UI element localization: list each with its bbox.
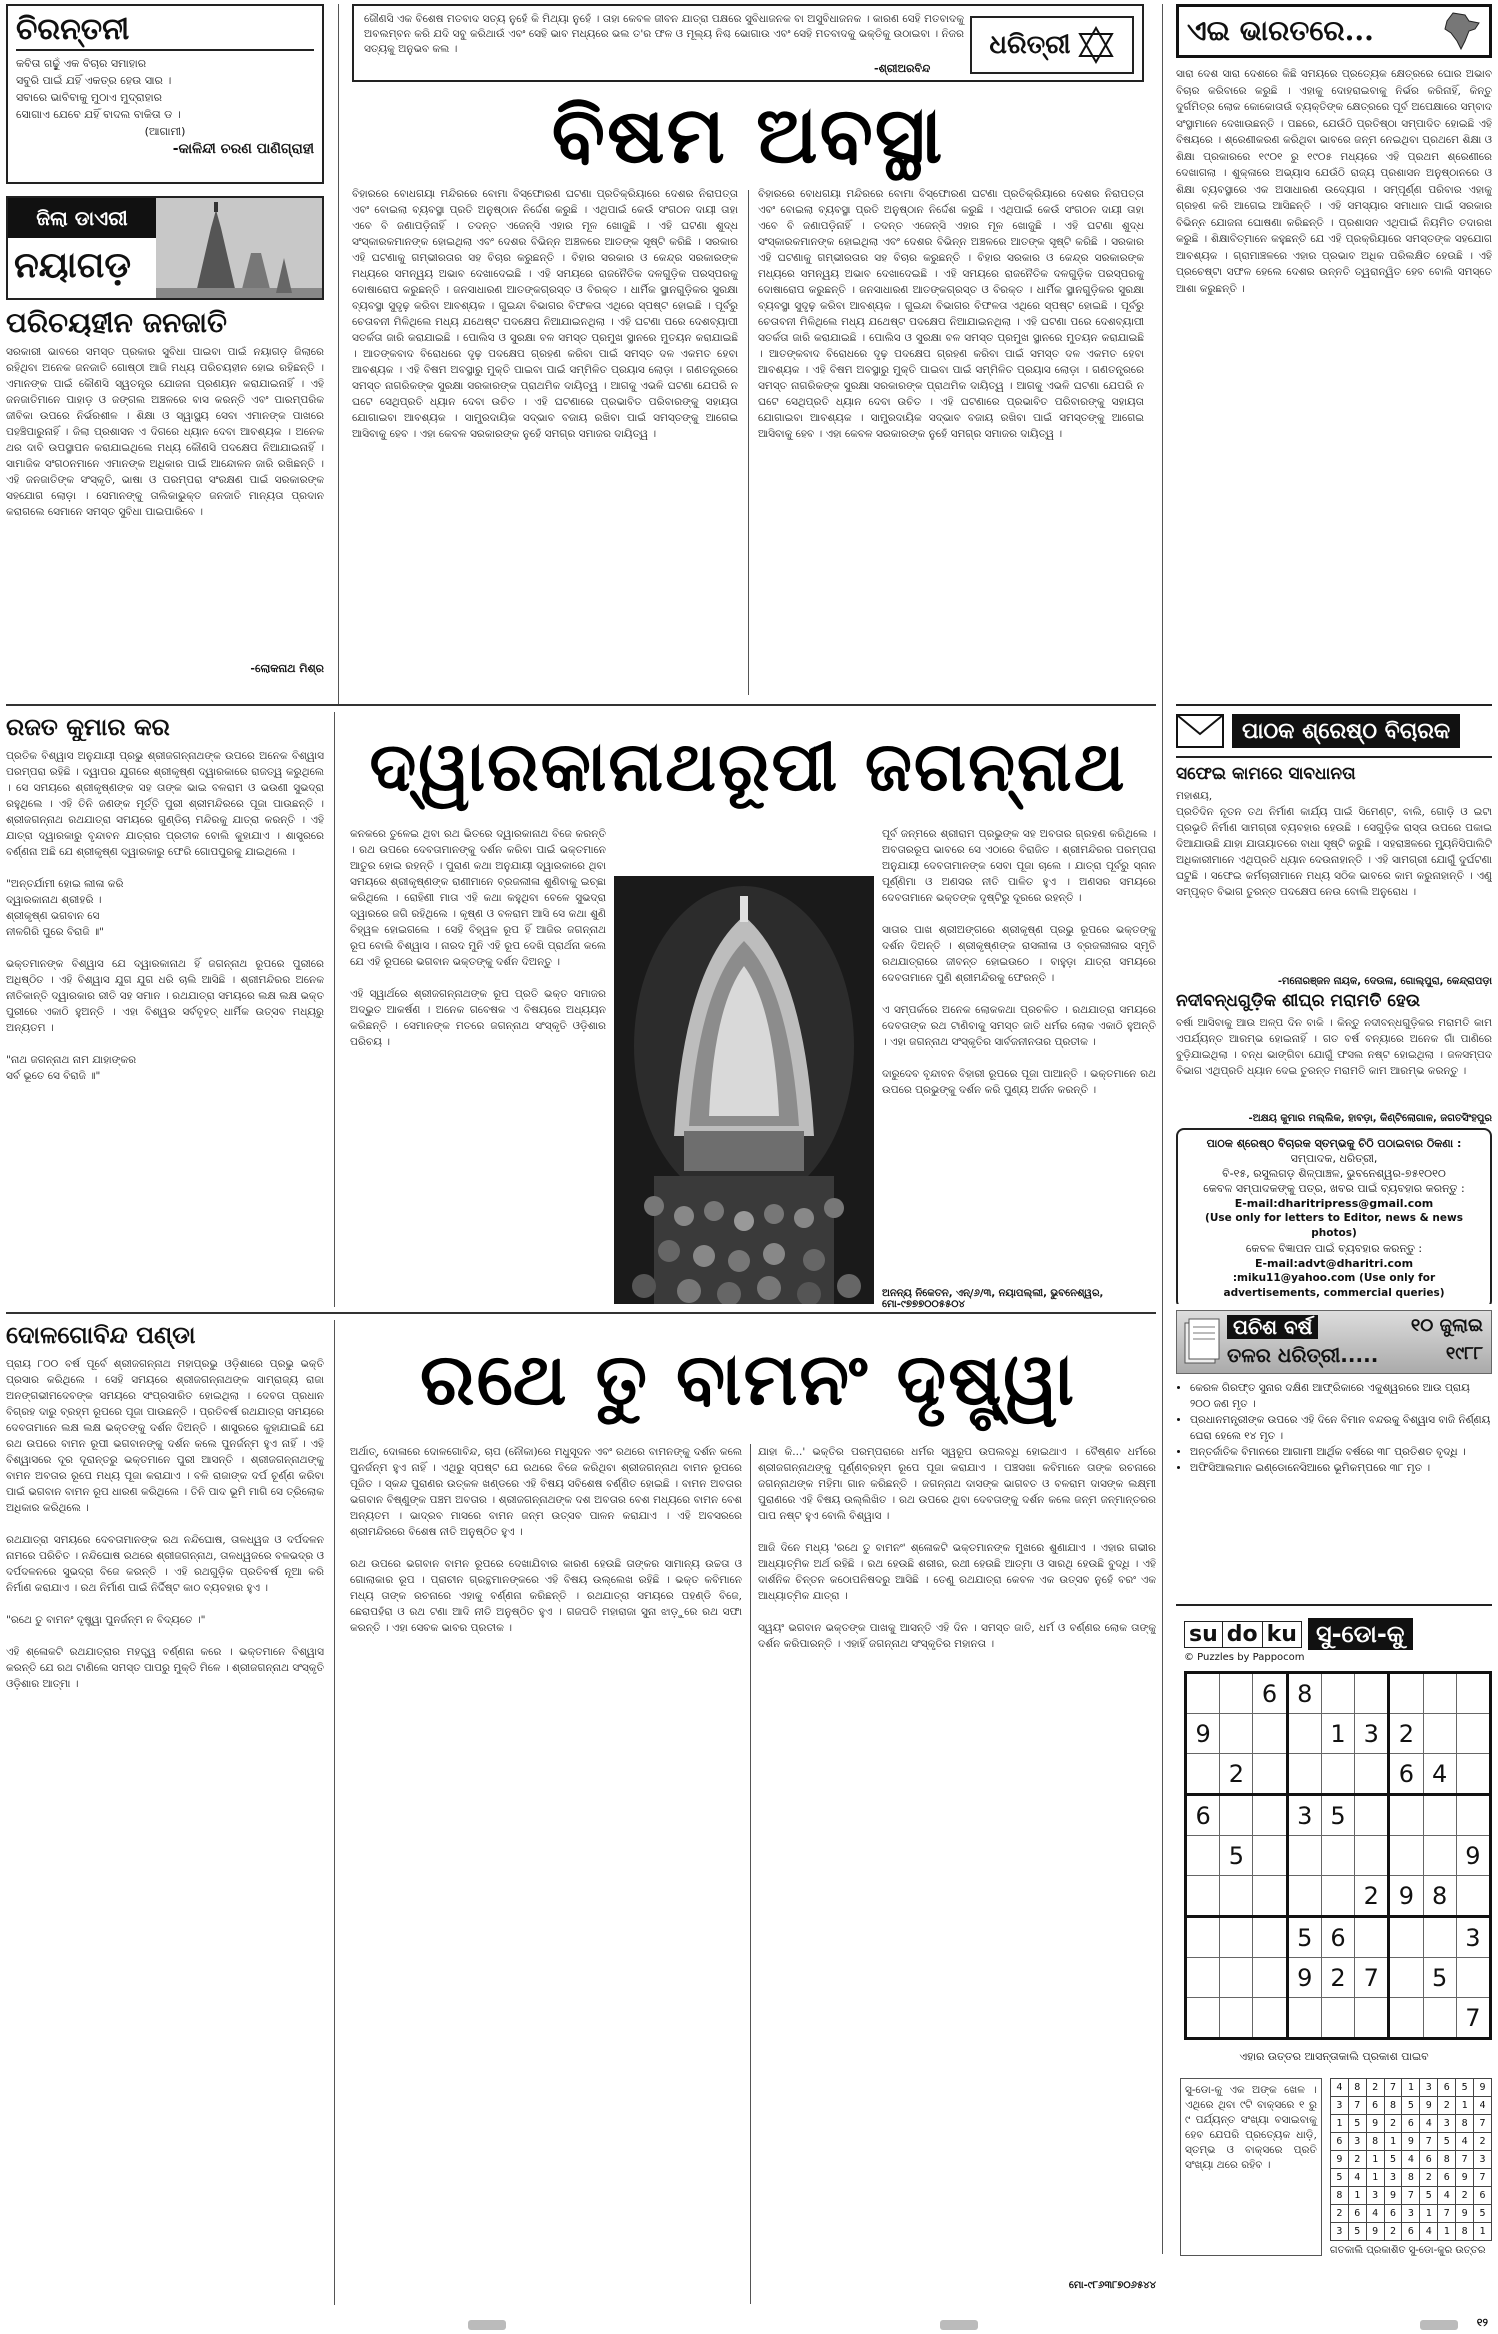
solution-cell: 4 <box>1420 2115 1438 2133</box>
sudoku-cell[interactable] <box>1186 1917 1220 1958</box>
pachisa-item: • ଅଫିସିଆଲମାନ ଇଣ୍ଡୋନେସିଆରେ ଭୂମିକମ୍ପରେ ୩୮ ମୃତ । <box>1190 1460 1492 1476</box>
solution-cell: 5 <box>1474 2205 1492 2223</box>
sudoku-cell[interactable]: 8 <box>1287 1673 1321 1714</box>
solution-cell: 1 <box>1474 2223 1492 2241</box>
sudoku-brand <box>1184 1621 1302 1648</box>
email-advt[interactable]: E-mail:advt@dharitri.com <box>1254 1257 1414 1270</box>
solution-cell: 6 <box>1330 2133 1348 2151</box>
solution-cell: 6 <box>1348 2205 1366 2223</box>
sudoku-cell[interactable]: 6 <box>1186 1795 1220 1836</box>
rajat-text-mid: କନକରେ ତୁଳେଇ ଥିବା ରଥ ଭିତରେ ଦ୍ୱାରକାନାଥ ବିଜେ କରନ୍ତି । ରଥ ଉପରେ ଦେବତାମାନଙ୍କୁ ଦର୍ଶନ କରିବା ପାଇଁ ଭକ୍ତମାନେ ଆତୁର ହୋଇ ରହନ୍ତି । ପୁରାଣ କଥା ଅନୁଯାୟୀ ଦ୍ୱାରକାରେ ଥିବା ସମୟରେ ଶ୍ରୀକୃଷ୍ଣଙ୍କ ରାଣୀମାନେ ବ୍ରଜଲୀଳା ଶୁଣିବାକୁ ଇଚ୍ଛା କରିଥିଲେ । ରୋହିଣୀ ମାତା ଏହି କଥା କହୁଥିବା ବେଳେ ସୁଭଦ୍ରା ଦ୍ୱାରରେ ଜଗି ରହିଥିଲେ । କୃଷ୍ଣ ଓ ବଳରାମ ଆସି ସେ କଥା ଶୁଣି ବିହ୍ୱଳ ହୋଇଗଲେ । ସେହି ବିହ୍ୱଳ ରୂପ ହିଁ ଆଜିର ଜଗନ୍ନାଥ ରୂପ ବୋଲି ବିଶ୍ୱାସ । ନାରଦ ମୁନି ଏହି ରୂପ ଦେଖି ପ୍ରାର୍ଥନା କଲେ ଯେ ଏହି ରୂପରେ ଭଗବାନ ଭକ୍ତଙ୍କୁ ଦର୍ଶନ ଦିଅନ୍ତୁ । ଏହି ସ୍ୱାର୍ଥରେ ଶ୍ରୀଜଗନ୍ନାଥଙ୍କ ରୂପ ପ୍ରତି ଭକ୍ତ ସମାଜର ଅଦ୍ଭୁତ ଆକର୍ଷଣ । ଅନେକ ଗବେଷକ ଏ ବିଷୟରେ ଅଧ୍ୟୟନ କରିଛନ୍ତି । ସେମାନଙ୍କ ମତରେ ଜଗନ୍ନାଥ ସଂସ୍କୃତି ଓଡ଼ିଶାର ପରିଚୟ । <box>350 828 606 1048</box>
solution-cell: 5 <box>1402 2097 1420 2115</box>
solution-cell: 1 <box>1330 2115 1348 2133</box>
solution-cell: 7 <box>1474 2115 1492 2133</box>
top-quote-attribution: -ଶ୍ରୀଅରବିନ୍ଦ <box>874 62 931 75</box>
email-press-note: (Use only for letters to Editor, news & news photos) <box>1205 1212 1463 1239</box>
solution-cell: 9 <box>1330 2151 1348 2169</box>
solution-cell: 7 <box>1384 2079 1402 2097</box>
rajat-author: ରଜତ କୁମାର କର <box>6 712 170 741</box>
pathaka-sub1: ସଫେଇ କାମରେ ସାବଧାନତା <box>1176 764 1356 784</box>
sudoku-cell[interactable] <box>1186 1958 1220 1998</box>
contact-heading: ପାଠକ ଶ୍ରେଷ୍ଠ ବିଚାରକ ସ୍ତମ୍ଭକୁ ଚିଠି ପଠାଇବାର ଠିକଣା : <box>1206 1137 1462 1150</box>
pathaka-sig1: -ମନୋରଞ୍ଜନ ନାୟକ, ଦେଉଳା, ଗୋଲ୍ପୁରା, କେନ୍ଦ୍ରାପଡ଼ା <box>1277 976 1492 987</box>
contact-advt-note: କେବଳ ବିଜ୍ଞାପନ ପାଇଁ ବ୍ୟବହାର କରନ୍ତୁ : <box>1245 1242 1423 1255</box>
solution-cell: 8 <box>1438 2151 1456 2169</box>
sudoku-brand-su: su <box>1185 1622 1223 1647</box>
sudoku-cell[interactable] <box>1389 1673 1423 1714</box>
sudoku-solution-grid <box>1330 2078 1492 2241</box>
solution-cell: 4 <box>1474 2097 1492 2115</box>
sudoku-cell[interactable] <box>1186 1673 1220 1714</box>
parichayahina-author: -ଲୋକନାଥ ମିଶ୍ର <box>250 662 324 675</box>
solution-cell: 8 <box>1330 2187 1348 2205</box>
bishama-text: ବିହାରରେ ବୋଧଗୟା ମନ୍ଦିରରେ ବୋମା ବିସ୍ଫୋରଣ ଘଟଣା ପ୍ରତିକ୍ରିୟାରେ ଦେଶର ନିରାପତ୍ତା ଏବଂ ବୋଇଲା ବ୍ୟବସ୍ଥା ପ୍ରତି ଅନୁଷ୍ଠାନ ନିର୍ଦ୍ଦେଶ କରୁଛି । ଏଥିପାଇଁ କେଉଁ ସଂଗଠନ ଦାୟୀ ତାହା ଏବେ ବି ଜଣାପଡ଼ିନାହିଁ । ତଦନ୍ତ ଏଜେନ୍ସି ଏହାର ମୂଳ ଖୋଜୁଛି । ଏହି ଘଟଣା ଶୁଦ୍ଧ ସଂସ୍କାରକମାନଙ୍କ ହୋଇଥିଲା ଏବଂ ଦେଶର ବିଭିନ୍ନ ଅଞ୍ଚଳରେ ଆତଙ୍କ ସୃଷ୍ଟି କରିଛି । ସରକାର ଏହି ଘଟଣାକୁ ଗମ୍ଭୀରତାର ସହ ବିଚାର କରୁଛନ୍ତି । ବିହାର ସରକାର ଓ କେନ୍ଦ୍ର ସରକାରଙ୍କ ମଧ୍ୟରେ ସମନ୍ୱୟ ଅଭାବ ଦେଖାଦେଇଛି । ଏହି ସମୟରେ ରାଜନୈତିକ ଦଳଗୁଡ଼ିକ ପରସ୍ପରକୁ ଦୋଷାରୋପ କରୁଛନ୍ତି । ଜନସାଧାରଣ ଆତଙ୍କଗ୍ରସ୍ତ ଓ ବିରକ୍ତ । ଧାର୍ମିକ ସ୍ଥାନଗୁଡ଼ିକର ସୁରକ୍ଷା ବ୍ୟବସ୍ଥା ସୁଦୃଢ଼ କରିବା ଆବଶ୍ୟକ । ଗୁଇନ୍ଦା ବିଭାଗର ବିଫଳତା ଏଥିରେ ସ୍ପଷ୍ଟ ହୋଇଛି । ପୂର୍ବରୁ ଚେତାବନୀ ମିଳିଥିଲେ ମଧ୍ୟ ଯଥେଷ୍ଟ ପଦକ୍ଷେପ ନିଆଯାଇନଥିଲା । ଏହି ଘଟଣା ପରେ ଦେଶବ୍ୟାପୀ ସତର୍କତା ଜାରି କରାଯାଇଛି । ପୋଲିସ ଓ ସୁରକ୍ଷା ବଳ ସମସ୍ତ ପ୍ରମୁଖ ସ୍ଥାନରେ ମୁତୟନ କରାଯାଇଛି । ଆତଙ୍କବାଦ ବିରୋଧରେ ଦୃଢ଼ ପଦକ୍ଷେପ ଗ୍ରହଣ କରିବା ପାଇଁ ସମସ୍ତ ଦଳ ଏକମତ ହେବା ଆବଶ୍ୟକ । ଏହି ବିଷମ ଅବସ୍ଥାରୁ ମୁକ୍ତି ପାଇବା ପାଇଁ ସମ୍ମିଳିତ ପ୍ରୟାସ ଲୋଡ଼ା । ଗଣତନ୍ତ୍ରରେ ସମସ୍ତ ନାଗରିକଙ୍କ ସୁରକ୍ଷା ସରକାରଙ୍କ ପ୍ରାଥମିକ ଦାୟିତ୍ୱ । ଆଗକୁ ଏଭଳି ଘଟଣା ଯେପରି ନ ଘଟେ ସେଥିପ୍ରତି ଧ୍ୟାନ ଦେବା ଉଚିତ । ଏହି ଘଟଣାରେ ପ୍ରଭାବିତ ପରିବାରଙ୍କୁ ସହାୟତା ଯୋଗାଇବା ଆବଶ୍ୟକ । ସାମ୍ପ୍ରଦାୟିକ ସଦ୍ଭାବ ବଜାୟ ରଖିବା ପାଇଁ ସମସ୍ତଙ୍କୁ ଆଗେଇ ଆସିବାକୁ ହେବ । ଏହା କେବଳ ସରକାରଙ୍କ ନୁହେଁ ସମଗ୍ର ସମାଜର ଦାୟିତ୍ୱ । <box>352 188 738 440</box>
pachisa-date2: ୧୯୮୮ <box>1445 1343 1483 1364</box>
chirantani-source: (ଆଗାମୀ) <box>144 125 186 138</box>
sudoku-grid[interactable] <box>1184 1671 1492 2040</box>
sudoku-cell[interactable] <box>1287 1836 1321 1876</box>
sudoku-cell[interactable]: 1 <box>1321 1714 1354 1754</box>
top-quote-box <box>352 4 1144 82</box>
solution-cell: 1 <box>1384 2133 1402 2151</box>
sudoku-cell[interactable] <box>1253 1836 1287 1876</box>
solution-cell: 6 <box>1438 2079 1456 2097</box>
sudoku-cell[interactable]: 9 <box>1287 1958 1321 1998</box>
top-quote-text: ଜୌଣସି ଏକ ବିଶେଷ ମତବାଦ ସତ୍ୟ ନୁହେଁ କି ମିଥ୍ୟା ନୁହେଁ । ତାହା କେବଳ ଜୀବନ ଯାତ୍ରା ପକ୍ଷରେ ସୁବିଧାଜନକ ବା ଅସୁବିଧାଜନକ । କାରଣ ସେହି ମତବାଦକୁ ଅବଲମ୍ବନ କରି ଯଦି ସବୁ କରିଥାଉଁ ଏବଂ ସେହି ଭାବ ମଧ୍ୟରେ ଭଲ ତ'ର ଫଳ ଓ ମୂଲ୍ୟ ନିଶ୍ଚ ଭୋଗାଉ ଏବଂ ସେହି ମତବାଦକୁ ଭକ୍ତିକୁ ଉଠାଇବା । ନିଜର ସତ୍ୟକୁ ଅନୁଭବ କଲ । <box>364 13 964 55</box>
sudoku-solution-note: ଗତକାଲି ପ୍ରକାଶିତ ସୁ-ଡୋ-କୁର ଉତ୍ତର <box>1329 2245 1486 2256</box>
parichayahina-text: ସରକାରୀ ଭାବରେ ସମସ୍ତ ପ୍ରକାର ସୁବିଧା ପାଇବା ପାଇଁ ନୟାଗଡ଼ ଜିଲାରେ ରହିଥିବା ଅନେକ ଜନଜାତି ଗୋଷ୍ଠୀ ଆଜି ମଧ୍ୟ ପରିଚୟହୀନ ହୋଇ ରହିଛନ୍ତି । ଏମାନଙ୍କ ପାଇଁ କୌଣସି ସ୍ୱତନ୍ତ୍ର ଯୋଜନା ପ୍ରଣୟନ କରାଯାଇନାହିଁ । ଏହି ଜନଜାତିମାନେ ପାହାଡ଼ ଓ ଜଙ୍ଗଲ ଅଞ୍ଚଳରେ ବାସ କରନ୍ତି ଏବଂ ପାରମ୍ପରିକ ଜୀବିକା ଉପରେ ନିର୍ଭରଶୀଳ । ଶିକ୍ଷା ଓ ସ୍ୱାସ୍ଥ୍ୟ ସେବା ଏମାନଙ୍କ ପାଖରେ ପହଞ୍ଚିପାରୁନାହିଁ । ଜିଲା ପ୍ରଶାସନ ଏ ଦିଗରେ ଧ୍ୟାନ ଦେବା ଆବଶ୍ୟକ । ଅନେକ ଥର ଦାବି ଉପସ୍ଥାପନ କରାଯାଇଥିଲେ ମଧ୍ୟ କୌଣସି ପଦକ୍ଷେପ ନିଆଯାଇନାହିଁ । ସାମାଜିକ ସଂଗଠନମାନେ ଏମାନଙ୍କ ଅଧିକାର ପାଇଁ ଆନ୍ଦୋଳନ ଜାରି ରଖିଛନ୍ତି । ଏହି ଜନଜାତିଙ୍କ ସଂସ୍କୃତି, ଭାଷା ଓ ପରମ୍ପରା ସଂରକ୍ଷଣ ପାଇଁ ସରକାରଙ୍କ ସହଯୋଗ ଲୋଡ଼ା । ସେମାନଙ୍କୁ ତାଲିକାଭୁକ୍ତ ଜନଜାତି ମାନ୍ୟତା ପ୍ରଦାନ କରାଗଲେ ସେମାନେ ସମସ୍ତ ସୁବିଧା ପାଇପାରିବେ । <box>6 346 324 518</box>
sudoku-cell[interactable] <box>1389 1836 1423 1876</box>
sudoku-cell[interactable]: 6 <box>1389 1754 1423 1795</box>
solution-cell: 4 <box>1420 2223 1438 2241</box>
sudoku-cell[interactable] <box>1220 1958 1253 1998</box>
dolagobinda-author: ଦୋଳଗୋବିନ୍ଦ ପଣ୍ଡା <box>6 1320 196 1349</box>
bishama-text-right <box>758 186 1144 698</box>
solution-cell: 8 <box>1402 2169 1420 2187</box>
sudoku-cell[interactable] <box>1220 1714 1253 1754</box>
sudoku-brand-ku: ku <box>1266 1621 1297 1647</box>
sudoku-cell[interactable] <box>1321 1673 1354 1714</box>
pathaka-sub2: ନଦୀବନ୍ଧଗୁଡ଼ିକ ଶୀଘ୍ର ମରାମତି ହେଉ <box>1176 991 1420 1011</box>
sudoku-cell[interactable]: 3 <box>1456 1917 1490 1958</box>
solution-cell: 3 <box>1474 2151 1492 2169</box>
jilla-diary-label: ଜିଲା ଡାଏରୀ <box>8 198 156 238</box>
sudoku-cell[interactable] <box>1253 1958 1287 1998</box>
sudoku-cell[interactable] <box>1389 1958 1423 1998</box>
page-number: ୧୨ <box>1476 2316 1488 2329</box>
pachisa-item: • ପ୍ରଧାନମନ୍ତ୍ରୀଙ୍କ ଉପରେ ଏହି ଦିନେ ବିମାନ ବନ୍ଦରକୁ ବିଶ୍ୱାସ ବାଜି ନିର୍ଣ୍ଣୟ ଘେରା ହେଲେ ୧୪ ମୃତ । <box>1190 1412 1492 1444</box>
sudoku-cell[interactable]: 3 <box>1287 1795 1321 1836</box>
dolagobinda-text-mid: ଅର୍ଥାତ୍, ଦୋଳାରେ ଦୋଳଗୋବିନ୍ଦ, ଚାପ (ନୌକା)ରେ ମଧୁସୂଦନ ଏବଂ ରଥରେ ବାମନଙ୍କୁ ଦର୍ଶନ କଲେ ପୁନର୍ଜନ୍ମ ହୁଏ ନାହିଁ । ଏଥିରୁ ସ୍ପଷ୍ଟ ଯେ ରଥରେ ବିଜେ କରିଥିବା ଶ୍ରୀଜଗନ୍ନାଥ ବାମନ ରୂପରେ ପୂଜିତ । ସ୍କନ୍ଦ ପୁରାଣର ଉତ୍କଳ ଖଣ୍ଡରେ ଏହି ବିଷୟ ସବିଶେଷ ବର୍ଣ୍ଣିତ ହୋଇଛି । ବାମନ ଅବତାର ଭଗବାନ ବିଷ୍ଣୁଙ୍କ ପଞ୍ଚମ ଅବତାର । ଶ୍ରୀଜଗନ୍ନାଥଙ୍କ ଦଶ ଅବତାର ବେଶ ମଧ୍ୟରେ ବାମନ ବେଶ ଅନ୍ୟତମ । ଭାଦ୍ରବ ମାସରେ ବାମନ ଜନ୍ମ ଉତ୍ସବ ପାଳନ କରାଯାଏ । ଏହି ଅବସରରେ ଶ୍ରୀମନ୍ଦିରରେ ବିଶେଷ ନୀତି ଅନୁଷ୍ଠିତ ହୁଏ । ରଥ ଉପରେ ଭଗବାନ ବାମନ ରୂପରେ ଦେଖାଯିବାର କାରଣ ହେଉଛି ତାଙ୍କର ସାମାନ୍ୟ ଉଚ୍ଚତା ଓ ଗୋଲାକାର ରୂପ । ପ୍ରାଚୀନ ଗ୍ରନ୍ଥମାନଙ୍କରେ ଏହି ବିଷୟ ଉଲ୍ଲେଖ ରହିଛି । ଭକ୍ତ କବିମାନେ ମଧ୍ୟ ତାଙ୍କ ରଚନାରେ ଏହାକୁ ବର୍ଣ୍ଣନା କରିଛନ୍ତି । ରଥଯାତ୍ରା ସମୟରେ ପହଣ୍ଡି ବିଜେ, ଛେରାପହଁରା ଓ ରଥ ଟଣା ଆଦି ନୀତି ଅନୁଷ୍ଠିତ ହୁଏ । ଗଜପତି ମହାରାଜା ସୁନା ଝାଡ଼ୁରେ ରଥ ସଫା କରନ୍ତି । ଏହା ସେବକ ଭାବର ପ୍ରତୀକ । <box>350 1446 742 1634</box>
solution-cell: 6 <box>1402 2223 1420 2241</box>
solution-cell: 2 <box>1384 2115 1402 2133</box>
dolagobinda-text-left: ପ୍ରାୟ ୮୦୦ ବର୍ଷ ପୂର୍ବେ ଶ୍ରୀଜଗନ୍ନାଥ ମହାପ୍ରଭୁ ଓଡ଼ିଶାରେ ପ୍ରଭୁ ଭକ୍ତି ପ୍ରସାର କରିଥିଲେ । ସେହି ସମୟରେ ଶ୍ରୀଜଗନ୍ନାଥଙ୍କ ସାମ୍ରାଜ୍ୟ ରାଜା ଅନଙ୍ଗଭୀମଦେବଙ୍କ ସମୟରେ ସଂପ୍ରସାରିତ ହୋଇଥିଲା । ଦେବତା ପ୍ରଧାନ ବିଗ୍ରହ ଦାରୁ ବ୍ରହ୍ମ ରୂପରେ ପୂଜା ପାଉଛନ୍ତି । ପ୍ରତିବର୍ଷ ରଥଯାତ୍ରା ସମୟରେ ଦେବତାମାନେ ଲକ୍ଷ ଲକ୍ଷ ଭକ୍ତଙ୍କୁ ଦର୍ଶନ ଦିଅନ୍ତି । ଶାସ୍ତ୍ରରେ କୁହାଯାଇଛି ଯେ ରଥ ଉପରେ ବାମନ ରୂପୀ ଭଗବାନଙ୍କୁ ଦର୍ଶନ କଲେ ପୁନର୍ଜନ୍ମ ହୁଏ ନାହିଁ । ଏହି ବିଶ୍ୱାସରେ ଦୂର ଦୂରାନ୍ତରୁ ଭକ୍ତମାନେ ପୁରୀ ଆସନ୍ତି । ଶ୍ରୀଜଗନ୍ନାଥଙ୍କୁ ବାମନ ଅବତାର ରୂପେ ମଧ୍ୟ ପୂଜା କରାଯାଏ । ବଳି ରାଜାଙ୍କ ଦର୍ପ ଚୂର୍ଣ୍ଣ କରିବା ପାଇଁ ଭଗବାନ ବାମନ ରୂପ ଧାରଣ କରିଥିଲେ । ତିନି ପାଦ ଭୂମି ମାଗି ସେ ତ୍ରିଲୋକ ଅଧିକାର କରିଥିଲେ । ରଥଯାତ୍ରା ସମୟରେ ଦେବତାମାନଙ୍କ ରଥ ନନ୍ଦିଘୋଷ, ତାଳଧ୍ୱଜ ଓ ଦର୍ପଦଳନ ନାମରେ ପରିଚିତ । ନନ୍ଦିଘୋଷ ରଥରେ ଶ୍ରୀଜଗନ୍ନାଥ, ତାଳଧ୍ୱଜରେ ବଳଭଦ୍ର ଓ ଦର୍ପଦଳନରେ ସୁଭଦ୍ରା ବିଜେ କରନ୍ତି । ଏହି ରଥଗୁଡ଼ିକ ପ୍ରତିବର୍ଷ ନୂଆ କରି ନିର୍ମାଣ କରାଯାଏ । ରଥ ନିର୍ମାଣ ପାଇଁ ନିର୍ଦ୍ଦିଷ୍ଟ କାଠ ବ୍ୟବହାର ହୁଏ । "ରଥେ ତୁ ବାମନଂ ଦୃଷ୍ଟ୍ୱା ପୁନର୍ଜନ୍ମ ନ ବିଦ୍ୟତେ ।" ଏହି ଶ୍ଳୋକଟି ରଥଯାତ୍ରାର ମହତ୍ତ୍ୱ ବର୍ଣ୍ଣନା କରେ । ଭକ୍ତମାନେ ବିଶ୍ୱାସ କରନ୍ତି ଯେ ରଥ ଟାଣିଲେ ସମସ୍ତ ପାପରୁ ମୁକ୍ତି ମିଳେ । ଶ୍ରୀଜଗନ୍ନାଥ ସଂସ୍କୃତି ଓଡ଼ିଶାର ଆତ୍ମା । <box>6 1358 324 1690</box>
solution-cell: 1 <box>1438 2223 1456 2241</box>
bishama-text-continued: ବିହାରରେ ବୋଧଗୟା ମନ୍ଦିରରେ ବୋମା ବିସ୍ଫୋରଣ ଘଟଣା ପ୍ରତିକ୍ରିୟାରେ ଦେଶର ନିରାପତ୍ତା ଏବଂ ବୋଇଲା ବ୍ୟବସ୍ଥା ପ୍ରତି ଅନୁଷ୍ଠାନ ନିର୍ଦ୍ଦେଶ କରୁଛି । ଏଥିପାଇଁ କେଉଁ ସଂଗଠନ ଦାୟୀ ତାହା ଏବେ ବି ଜଣାପଡ଼ିନାହିଁ । ତଦନ୍ତ ଏଜେନ୍ସି ଏହାର ମୂଳ ଖୋଜୁଛି । ଏହି ଘଟଣା ଶୁଦ୍ଧ ସଂସ୍କାରକମାନଙ୍କ ହୋଇଥିଲା ଏବଂ ଦେଶର ବିଭିନ୍ନ ଅଞ୍ଚଳରେ ଆତଙ୍କ ସୃଷ୍ଟି କରିଛି । ସରକାର ଏହି ଘଟଣାକୁ ଗମ୍ଭୀରତାର ସହ ବିଚାର କରୁଛନ୍ତି । ବିହାର ସରକାର ଓ କେନ୍ଦ୍ର ସରକାରଙ୍କ ମଧ୍ୟରେ ସମନ୍ୱୟ ଅଭାବ ଦେଖାଦେଇଛି । ଏହି ସମୟରେ ରାଜନୈତିକ ଦଳଗୁଡ଼ିକ ପରସ୍ପରକୁ ଦୋଷାରୋପ କରୁଛନ୍ତି । ଜନସାଧାରଣ ଆତଙ୍କଗ୍ରସ୍ତ ଓ ବିରକ୍ତ । ଧାର୍ମିକ ସ୍ଥାନଗୁଡ଼ିକର ସୁରକ୍ଷା ବ୍ୟବସ୍ଥା ସୁଦୃଢ଼ କରିବା ଆବଶ୍ୟକ । ଗୁଇନ୍ଦା ବିଭାଗର ବିଫଳତା ଏଥିରେ ସ୍ପଷ୍ଟ ହୋଇଛି । ପୂର୍ବରୁ ଚେତାବନୀ ମିଳିଥିଲେ ମଧ୍ୟ ଯଥେଷ୍ଟ ପଦକ୍ଷେପ ନିଆଯାଇନଥିଲା । ଏହି ଘଟଣା ପରେ ଦେଶବ୍ୟାପୀ ସତର୍କତା ଜାରି କରାଯାଇଛି । ପୋଲିସ ଓ ସୁରକ୍ଷା ବଳ ସମସ୍ତ ପ୍ରମୁଖ ସ୍ଥାନରେ ମୁତୟନ କରାଯାଇଛି । ଆତଙ୍କବାଦ ବିରୋଧରେ ଦୃଢ଼ ପଦକ୍ଷେପ ଗ୍ରହଣ କରିବା ପାଇଁ ସମସ୍ତ ଦଳ ଏକମତ ହେବା ଆବଶ୍ୟକ । ଏହି ବିଷମ ଅବସ୍ଥାରୁ ମୁକ୍ତି ପାଇବା ପାଇଁ ସମ୍ମିଳିତ ପ୍ରୟାସ ଲୋଡ଼ା । ଗଣତନ୍ତ୍ରରେ ସମସ୍ତ ନାଗରିକଙ୍କ ସୁରକ୍ଷା ସରକାରଙ୍କ ପ୍ରାଥମିକ ଦାୟିତ୍ୱ । ଆଗକୁ ଏଭଳି ଘଟଣା ଯେପରି ନ ଘଟେ ସେଥିପ୍ରତି ଧ୍ୟାନ ଦେବା ଉଚିତ । ଏହି ଘଟଣାରେ ପ୍ରଭାବିତ ପରିବାରଙ୍କୁ ସହାୟତା ଯୋଗାଇବା ଆବଶ୍ୟକ । ସାମ୍ପ୍ରଦାୟିକ ସଦ୍ଭାବ ବଜାୟ ରଖିବା ପାଇଁ ସମସ୍ତଙ୍କୁ ଆଗେଇ ଆସିବାକୁ ହେବ । ଏହା କେବଳ ସରକାରଙ୍କ ନୁହେଁ ସମଗ୍ର ସମାଜର ଦାୟିତ୍ୱ । <box>758 188 1144 440</box>
sudoku-cell[interactable] <box>1355 1754 1389 1795</box>
sudoku-cell[interactable] <box>1321 1754 1354 1795</box>
pathaka-contact-box <box>1176 1128 1492 1304</box>
solution-cell: 9 <box>1384 2187 1402 2205</box>
parichayahina-title: ପରିଚୟହୀନ ଜନଜାତି <box>6 306 227 339</box>
solution-cell: 8 <box>1366 2133 1384 2151</box>
solution-cell: 8 <box>1456 2115 1474 2133</box>
solution-cell: 3 <box>1366 2187 1384 2205</box>
solution-cell: 2 <box>1438 2097 1456 2115</box>
sudoku-cell[interactable] <box>1321 1836 1354 1876</box>
sudoku-cell[interactable]: 6 <box>1253 1673 1287 1714</box>
solution-cell: 7 <box>1456 2151 1474 2169</box>
sudoku-cell[interactable] <box>1287 1998 1321 2039</box>
solution-cell: 3 <box>1384 2169 1402 2187</box>
sudoku-cell[interactable]: 5 <box>1321 1795 1354 1836</box>
solution-cell: 4 <box>1456 2133 1474 2151</box>
sudoku-brand-odia: ସୁ-ଡୋ-କୁ <box>1308 1618 1413 1650</box>
sudoku-cell[interactable] <box>1287 1876 1321 1917</box>
email-press[interactable]: E-mail:dharitripress@gmail.com <box>1234 1197 1434 1210</box>
pachisa-line2: ତଳର ଧରିତ୍ରୀ..... <box>1227 1343 1379 1367</box>
chirantani-box <box>6 4 324 184</box>
solution-cell: 8 <box>1384 2097 1402 2115</box>
solution-cell: 3 <box>1348 2133 1366 2151</box>
solution-cell: 9 <box>1474 2079 1492 2097</box>
solution-cell: 8 <box>1348 2079 1366 2097</box>
sudoku-cell[interactable] <box>1220 1998 1253 2039</box>
e-bharat-section <box>1176 4 1492 694</box>
sudoku-cell[interactable] <box>1355 1998 1389 2039</box>
sudoku-cell[interactable] <box>1456 1958 1490 1998</box>
sudoku-cell[interactable]: 9 <box>1389 1876 1423 1917</box>
sudoku-cell[interactable]: 8 <box>1423 1876 1456 1917</box>
bishama-text-left <box>352 186 738 698</box>
sudoku-cell[interactable]: 3 <box>1355 1714 1389 1754</box>
dolagobinda-text-right: ଯାହା କି...' ଭକ୍ତିର ପରମ୍ପରାରେ ଧର୍ମର ସ୍ୱରୂପ ଉପଲବ୍ଧି ହୋଇଥାଏ । ବୈଷ୍ଣବ ଧର୍ମରେ ଶ୍ରୀଜଗନ୍ନାଥଙ୍କୁ ପୂର୍ଣ୍ଣବ୍ରହ୍ମ ରୂପେ ପୂଜା କରାଯାଏ । ପଞ୍ଚସଖା କବିମାନେ ତାଙ୍କ ରଚନାରେ ଜଗନ୍ନାଥଙ୍କ ମହିମା ଗାନ କରିଛନ୍ତି । ଜଗନ୍ନାଥ ଦାସଙ୍କ ଭାଗବତ ଓ ବଳରାମ ଦାସଙ୍କ ଲକ୍ଷ୍ମୀ ପୁରାଣରେ ଏହି ବିଷୟ ଉଲ୍ଲିଖିତ । ରଥ ଉପରେ ଥିବା ଦେବତାଙ୍କୁ ଦର୍ଶନ କଲେ ଜନ୍ମ ଜନ୍ମାନ୍ତରର ପାପ ନଷ୍ଟ ହୁଏ ବୋଲି ବିଶ୍ୱାସ । ଆଜି ଦିନେ ମଧ୍ୟ 'ରଥେ ତୁ ବାମନଂ' ଶ୍ଳୋକଟି ଭକ୍ତମାନଙ୍କ ମୁଖରେ ଶୁଣାଯାଏ । ଏହାର ଗଭୀର ଆଧ୍ୟାତ୍ମିକ ଅର୍ଥ ରହିଛି । ରଥ ହେଉଛି ଶରୀର, ରଥୀ ହେଉଛି ଆତ୍ମା ଓ ସାରଥି ହେଉଛି ବୁଦ୍ଧି । ଏହି ଦାର୍ଶନିକ ଚିନ୍ତନ କଠୋପନିଷଦରୁ ଆସିଛି । ତେଣୁ ରଥଯାତ୍ରା କେବଳ ଏକ ଉତ୍ସବ ନୁହେଁ ବରଂ ଏକ ଆଧ୍ୟାତ୍ମିକ ଯାତ୍ରା । ସ୍ୱୟଂ ଭଗବାନ ଭକ୍ତଙ୍କ ପାଖକୁ ଆସନ୍ତି ଏହି ଦିନ । ସମସ୍ତ ଜାତି, ଧର୍ମ ଓ ବର୍ଣ୍ଣର ଲୋକ ତାଙ୍କୁ ଦର୍ଶନ କରିପାରନ୍ତି । ଏହାହିଁ ଜଗନ୍ନାଥ ସଂସ୍କୃତିର ମହାନତା । <box>758 1446 1156 1650</box>
solution-cell: 2 <box>1474 2133 1492 2151</box>
sudoku-cell[interactable]: 7 <box>1456 1998 1490 2039</box>
sudoku-cell[interactable]: 2 <box>1355 1876 1389 1917</box>
rajat-text-right: ପୂର୍ବ ଜନ୍ମରେ ଶ୍ରୀରାମ ପ୍ରଭୁଙ୍କ ସହ ଅବତାର ଗ୍ରହଣ କରିଥିଲେ । ଅବତାରରୂପ ଭାବରେ ସେ ଏଠାରେ ବିରାଜିତ । ଶ୍ରୀମନ୍ଦିରର ପରମ୍ପରା ଅନୁଯାୟୀ ଦେବତାମାନଙ୍କ ସେବା ପୂଜା ଚାଲେ । ଯାତ୍ରା ପୂର୍ବରୁ ସ୍ନାନ ପୂର୍ଣ୍ଣିମା ଓ ଅଣସର ନୀତି ପାଳିତ ହୁଏ । ଅଣସର ସମୟରେ ଦେବତାମାନେ ଭକ୍ତଙ୍କ ଦୃଷ୍ଟିରୁ ଦୂରରେ ରହନ୍ତି । ସାତାର ପାଖ ଶ୍ରୀଅଙ୍ଗରେ ଶ୍ରୀକୃଷ୍ଣ ପ୍ରଭୁ ରୂପରେ ଭକ୍ତଙ୍କୁ ଦର୍ଶନ ଦିଅନ୍ତି । ଶ୍ରୀକୃଷ୍ଣଙ୍କ ରାସଲୀଳା ଓ ବ୍ରଜଲୀଳାର ସ୍ମୃତି ରଥଯାତ୍ରାରେ ଜୀବନ୍ତ ହୋଇଉଠେ । ବାହୁଡ଼ା ଯାତ୍ରା ସମୟରେ ଦେବତାମାନେ ପୁଣି ଶ୍ରୀମନ୍ଦିରକୁ ଫେରନ୍ତି । ଏ ସମ୍ପର୍କରେ ଅନେକ ଲୋକକଥା ପ୍ରଚଳିତ । ରଥଯାତ୍ରା ସମୟରେ ଦେବତାଙ୍କ ରଥ ଟାଣିବାକୁ ସମସ୍ତ ଜାତି ଧର୍ମର ଲୋକ ଏକାଠି ହୁଅନ୍ତି । ଏହା ଜଗନ୍ନାଥ ସଂସ୍କୃତିର ସାର୍ବଜନୀନତାର ପ୍ରତୀକ । ଦାରୁଦେବ ବୃନ୍ଦାବନ ବିହାରୀ ରୂପରେ ପୂଜା ପାଆନ୍ତି । ଭକ୍ତମାନେ ରଥ ଉପରେ ପ୍ରଭୁଙ୍କୁ ଦର୍ଶନ କରି ପୁଣ୍ୟ ଅର୍ଜନ କରନ୍ତି । <box>882 828 1156 1096</box>
sudoku-cell[interactable]: 5 <box>1423 1958 1456 1998</box>
pathaka-section <box>1176 704 1492 1304</box>
solution-cell: 1 <box>1420 2205 1438 2223</box>
star-emblem-icon <box>1077 26 1115 64</box>
solution-cell: 6 <box>1474 2187 1492 2205</box>
sudoku-cell[interactable] <box>1253 1876 1287 1917</box>
temple-photo <box>156 198 322 298</box>
rath-photo <box>614 876 874 1304</box>
sudoku-credit: © Puzzles by Pappocom <box>1184 1652 1305 1663</box>
solution-cell: 5 <box>1438 2133 1456 2151</box>
jilla-diary-banner <box>6 196 324 300</box>
sudoku-cell[interactable] <box>1456 1795 1490 1836</box>
solution-cell: 6 <box>1402 2115 1420 2133</box>
sudoku-cell[interactable]: 4 <box>1423 1754 1456 1795</box>
sudoku-cell[interactable] <box>1321 1876 1354 1917</box>
solution-cell: 1 <box>1366 2151 1384 2169</box>
sudoku-cell[interactable]: 2 <box>1389 1714 1423 1754</box>
contact-editor: ସମ୍ପାଦକ, ଧରିତ୍ରୀ, <box>1290 1152 1378 1165</box>
sudoku-cell[interactable] <box>1186 1754 1220 1795</box>
solution-cell: 9 <box>1366 2115 1384 2133</box>
sudoku-cell[interactable] <box>1321 1998 1354 2039</box>
chirantani-title: ଚିରନ୍ତନୀ <box>16 12 314 51</box>
solution-cell: 4 <box>1366 2205 1384 2223</box>
sudoku-cell[interactable] <box>1287 1714 1321 1754</box>
email-yahoo[interactable]: :miku11@yahoo.com (Use only for advertisements, commercial queries) <box>1223 1272 1445 1299</box>
sudoku-cell[interactable] <box>1423 1673 1456 1714</box>
envelope-icon <box>1176 714 1224 748</box>
sudoku-header <box>1184 1618 1492 1650</box>
sudoku-cell[interactable]: 5 <box>1220 1836 1253 1876</box>
solution-cell: 2 <box>1456 2187 1474 2205</box>
solution-cell: 5 <box>1456 2079 1474 2097</box>
pachisa-item: • ଅନ୍ତର୍ଜାତିକ ବିମାନରେ ଆଗାମୀ ଆର୍ଥିକ ବର୍ଷରେ ୩୮ ପ୍ରତିଶତ ବୃଦ୍ଧି । <box>1190 1444 1492 1460</box>
pathaka-title: ପାଠକ ଶ୍ରେଷ୍ଠ ବିଚାରକ <box>1232 714 1460 748</box>
solution-cell: 7 <box>1438 2205 1456 2223</box>
solution-cell: 7 <box>1420 2133 1438 2151</box>
sudoku-cell[interactable] <box>1253 1917 1287 1958</box>
sudoku-cell[interactable] <box>1389 1795 1423 1836</box>
solution-cell: 6 <box>1420 2151 1438 2169</box>
sudoku-cell[interactable] <box>1220 1876 1253 1917</box>
rajat-text-left: ପ୍ରତିକ ବିଶ୍ୱାସ ଅନୁଯାୟୀ ପ୍ରଭୁ ଶ୍ରୀଜଗନ୍ନାଥଙ୍କ ଉପରେ ଅନେକ ବିଶ୍ୱାସ ପରମ୍ପରା ରହିଛି । ଦ୍ୱାପର ଯୁଗରେ ଶ୍ରୀକୃଷ୍ଣ ଦ୍ୱାରକାରେ ରାଜତ୍ୱ କରୁଥିଲେ । ସେ ସମୟରେ ଶ୍ରୀକୃଷ୍ଣଙ୍କ ସହ ତାଙ୍କ ଭାଇ ବଳରାମ ଓ ଭଉଣୀ ସୁଭଦ୍ରା ରହୁଥିଲେ । ଏହି ତିନି ଜଣଙ୍କ ମୂର୍ତ୍ତି ପୁରୀ ଶ୍ରୀମନ୍ଦିରରେ ପୂଜା ପାଉଛନ୍ତି । ଶ୍ରୀଜଗନ୍ନାଥ ରଥଯାତ୍ରା ସମୟରେ ଗୁଣ୍ଡିଚା ମନ୍ଦିରକୁ ଯାତ୍ରା କରନ୍ତି । ଏହି ଯାତ୍ରା ଦ୍ୱାରକାରୁ ବୃନ୍ଦାବନ ଯାତ୍ରାର ପ୍ରତୀକ ବୋଲି କୁହାଯାଏ । ଶାସ୍ତ୍ରରେ ବର୍ଣ୍ଣନା ଅଛି ଯେ ଶ୍ରୀକୃଷ୍ଣ ଦ୍ୱାରକାରୁ ଫେରି ଗୋପପୁରକୁ ଯାଇଥିଲେ । "ଅନ୍ତର୍ଯାମୀ ହୋଇ ଲୀଳା କରି ଦ୍ୱାରକାନାଥ ଶ୍ରୀହରି । ଶ୍ରୀକୃଷ୍ଣ ଭଗବାନ ସେ ନୀଳଗିରି ପୁରେ ବିରାଜି ॥" ଭକ୍ତମାନଙ୍କ ବିଶ୍ୱାସ ଯେ ଦ୍ୱାରକାନାଥ ହିଁ ଜଗନ୍ନାଥ ରୂପରେ ପୁରୀରେ ଅଧିଷ୍ଠିତ । ଏହି ବିଶ୍ୱାସ ଯୁଗ ଯୁଗ ଧରି ଚାଲି ଆସିଛି । ଶ୍ରୀମନ୍ଦିରର ଅନେକ ନୀତିକାନ୍ତି ଦ୍ୱାରକାର ରୀତି ସହ ସମାନ । ରଥଯାତ୍ରା ସମୟରେ ଲକ୍ଷ ଲକ୍ଷ ଭକ୍ତ ପୁରୀରେ ଏକାଠି ହୁଅନ୍ତି । ଏହା ବିଶ୍ୱର ସର୍ବବୃହତ୍ ଧାର୍ମିକ ଉତ୍ସବ ମଧ୍ୟରୁ ଅନ୍ୟତମ । "ନାଥ ଜଗନ୍ନାଥ ନାମ ଯାହାଙ୍କର ସର୍ବ ଭୂତେ ସେ ବିରାଜି ॥" <box>6 750 324 1082</box>
jilla-diary-district: ନୟାଗଡ଼ <box>14 244 132 286</box>
solution-cell: 9 <box>1420 2097 1438 2115</box>
sudoku-cell[interactable] <box>1253 1754 1287 1795</box>
solution-cell: 3 <box>1402 2205 1420 2223</box>
chirantani-poem: କବିତା ଗଢ଼ୁଁ ଏକ ବିଚାର ସମାହାର ସବୁରି ପାଇଁ ଯହିଁ ଏକତ୍ର ହେଉ ସାର । ସବାରେ ଭାବିବାକୁ ମୁଠାଏ ମୁଦ୍ରାହାର ସୋଗାଏ ଯେବେ ଯହିଁ ବାଦଲ ବାକିତା ଡ । <box>16 57 181 121</box>
solution-cell: 8 <box>1456 2223 1474 2241</box>
pathaka-text2: ବର୍ଷା ଆସିବାକୁ ଆଉ ଅଳ୍ପ ଦିନ ବାକି । କିନ୍ତୁ ନଦୀବନ୍ଧଗୁଡ଼ିକର ମରାମତି କାମ ଏପର୍ଯ୍ୟନ୍ତ ଆରମ୍ଭ ହୋଇନାହିଁ । ଗତ ବର୍ଷ ବନ୍ୟାରେ ଅନେକ ଗାଁ ପାଣିରେ ବୁଡ଼ିଯାଇଥିଲା । ବନ୍ଧ ଭାଙ୍ଗିବା ଯୋଗୁଁ ଫସଲ ନଷ୍ଟ ହୋଇଥିଲା । ଜଳସମ୍ପଦ ବିଭାଗ ଏଥିପ୍ରତି ଧ୍ୟାନ ଦେଇ ତୁରନ୍ତ ମରାମତି କାମ ଆରମ୍ଭ କରନ୍ତୁ । <box>1176 1017 1492 1077</box>
sudoku-cell[interactable] <box>1253 1714 1287 1754</box>
sudoku-cell[interactable]: 9 <box>1186 1714 1220 1754</box>
solution-cell: 6 <box>1438 2169 1456 2187</box>
dolagobinda-signature: ମୋ-୯୮୬୩୮୭୦୬୫୪୪ <box>1068 2280 1156 2291</box>
sudoku-cell[interactable] <box>1355 1836 1389 1876</box>
sudoku-cell[interactable] <box>1355 1673 1389 1714</box>
sudoku-section <box>1176 1604 1492 2304</box>
e-bharat-header <box>1176 4 1492 58</box>
sudoku-cell[interactable] <box>1355 1795 1389 1836</box>
solution-cell: 2 <box>1366 2079 1384 2097</box>
solution-cell: 4 <box>1402 2151 1420 2169</box>
pachisa-date1: ୧୦ ଜୁଲାଇ <box>1410 1315 1483 1336</box>
sudoku-cell[interactable]: 5 <box>1287 1917 1321 1958</box>
sudoku-cell[interactable]: 6 <box>1321 1917 1354 1958</box>
pathaka-text1: ମହାଶୟ, ପ୍ରତିଦିନ ନୂତନ ତଥ ନିର୍ମାଣ କାର୍ଯ୍ୟ ପାଇଁ ସିମେଣ୍ଟ, ବାଲି, ଗୋଡ଼ି ଓ ଇଟା ପ୍ରଭୃତି ନିର୍ମାଣ ସାମଗ୍ରୀ ବ୍ୟବହାର ହେଉଛି । ସେଗୁଡ଼ିକ ରାସ୍ତା ଉପରେ ପକାଇ ଦିଆଯାଉଛି ଯାହା ଯାତାୟାତରେ ବାଧା ସୃଷ୍ଟି କରୁଛି । ସହରାଞ୍ଚଳରେ ମ୍ୟୁନିସିପାଲିଟି ଅଧିକାରୀମାନେ ଏଥିପ୍ରତି ଧ୍ୟାନ ଦେଉନାହାନ୍ତି । ଏହି ସାମଗ୍ରୀ ଯୋଗୁଁ ଦୁର୍ଘଟଣା ଘଟୁଛି । ସଫେଇ କର୍ମଚାରୀମାନେ ମଧ୍ୟ ସଠିକ ଭାବରେ କାମ କରୁନାହାନ୍ତି । ଏଣୁ ସମ୍ପୃକ୍ତ ବିଭାଗ ତୁରନ୍ତ ପଦକ୍ଷେପ ନେଉ ବୋଲି ଅନୁରୋଧ । <box>1176 790 1492 898</box>
solution-cell: 1 <box>1366 2169 1384 2187</box>
sudoku-cell[interactable] <box>1287 1754 1321 1795</box>
sudoku-cell[interactable] <box>1355 1917 1389 1958</box>
sudoku-cell[interactable] <box>1186 1876 1220 1917</box>
solution-cell: 4 <box>1330 2079 1348 2097</box>
sudoku-cell[interactable] <box>1423 1836 1456 1876</box>
solution-cell: 2 <box>1420 2169 1438 2187</box>
solution-cell: 1 <box>1456 2097 1474 2115</box>
sudoku-cell[interactable] <box>1186 1998 1220 2039</box>
sudoku-bottom <box>1180 2078 1492 2256</box>
solution-cell: 4 <box>1438 2187 1456 2205</box>
sudoku-cell[interactable] <box>1423 1917 1456 1958</box>
rajat-title: ଦ୍ୱାରକାନାଥରୂପୀ ଜଗନ୍ନାଥ <box>369 727 1127 807</box>
sudoku-cell[interactable] <box>1253 1998 1287 2039</box>
pachisa-banner <box>1176 1310 1492 1374</box>
solution-cell: 6 <box>1366 2097 1384 2115</box>
sudoku-cell[interactable] <box>1423 1795 1456 1836</box>
sudoku-cell[interactable] <box>1456 1754 1490 1795</box>
solution-cell: 9 <box>1456 2169 1474 2187</box>
solution-cell: 7 <box>1474 2169 1492 2187</box>
sudoku-cell[interactable] <box>1253 1795 1287 1836</box>
contact-address: ବି-୧୫, ରସୁଲଗଡ଼ ଶିଳ୍ପାଞ୍ଚଳ, ଭୁବନେଶ୍ୱର-୭୫୧୦୧୦ <box>1222 1167 1446 1180</box>
sudoku-answer-note: ଏହାର ଉତ୍ତର ଆସନ୍ତାକାଲି ପ୍ରକାଶ ପାଇବ <box>1239 2050 1429 2063</box>
sudoku-cell[interactable]: 9 <box>1456 1836 1490 1876</box>
solution-cell: 5 <box>1348 2115 1366 2133</box>
pachisa-item: • କେରଳ ଗିରଫ୍ତ ସୁନାର ଦକ୍ଷିଣ ଆଫ୍ରିକାରେ ଏକୁଶ୍ୱରରେ ଆଉ ପ୍ରାୟ ୨୦୦ ଜଣ ମୃତ । <box>1190 1380 1492 1412</box>
solution-cell: 5 <box>1348 2223 1366 2241</box>
solution-cell: 7 <box>1348 2097 1366 2115</box>
parichayahina-section <box>6 306 324 686</box>
sudoku-solution-box <box>1330 2078 1492 2256</box>
sudoku-cell[interactable] <box>1423 1714 1456 1754</box>
solution-cell: 7 <box>1402 2187 1420 2205</box>
sudoku-cell[interactable] <box>1220 1917 1253 1958</box>
sudoku-cell[interactable] <box>1423 1998 1456 2039</box>
sudoku-cell[interactable]: 2 <box>1220 1754 1253 1795</box>
india-map-icon <box>1439 11 1483 51</box>
sudoku-cell[interactable] <box>1456 1876 1490 1917</box>
solution-cell: 1 <box>1402 2079 1420 2097</box>
solution-cell: 9 <box>1366 2223 1384 2241</box>
pachisa-line1: ପଚିଶ ବର୍ଷ <box>1227 1315 1318 1339</box>
solution-cell: 5 <box>1330 2169 1348 2187</box>
contact-news-note: କେବଳ ସମ୍ପାଦକଙ୍କୁ ପତ୍ର, ଖବର ପାଇଁ ବ୍ୟବହାର କରନ୍ତୁ : <box>1203 1182 1465 1195</box>
solution-cell: 2 <box>1384 2223 1402 2241</box>
bishama-title: ବିଷମ ଅବସ୍ଥା <box>551 90 945 181</box>
sudoku-cell[interactable] <box>1456 1673 1490 1714</box>
sudoku-cell[interactable]: 2 <box>1321 1958 1354 1998</box>
sudoku-cell[interactable] <box>1186 1836 1220 1876</box>
pachisa-list <box>1176 1380 1492 1476</box>
sudoku-cell[interactable] <box>1389 1998 1423 2039</box>
solution-cell: 1 <box>1348 2187 1366 2205</box>
solution-cell: 5 <box>1420 2187 1438 2205</box>
solution-cell: 5 <box>1384 2151 1402 2169</box>
solution-cell: 2 <box>1330 2205 1348 2223</box>
sudoku-cell[interactable] <box>1220 1795 1253 1836</box>
solution-cell: 4 <box>1348 2169 1366 2187</box>
masthead-logo <box>970 16 1134 74</box>
solution-cell: 9 <box>1456 2205 1474 2223</box>
solution-cell: 9 <box>1402 2133 1420 2151</box>
sudoku-brand-do: do <box>1223 1622 1263 1647</box>
solution-cell: 3 <box>1438 2115 1456 2133</box>
rajat-signature: ଅନନ୍ୟ ନିକେତନ, ଏନ୍/୬/୩, ନୟାପଲ୍ଲୀ, ଭୁବନେଶ୍ୱର, ମୋ-୯୭୭୭୦୦୫୫୦୪ <box>882 1288 1104 1310</box>
pathaka-sig2: -ଅକ୍ଷୟ କୁମାର ମଲ୍ଲିକ, ହାବଡ଼ା, କିଣ୍ଟିଲୋଗାଳ, ଜଗତସିଂହପୁର <box>1248 1113 1492 1124</box>
pathaka-header <box>1176 704 1492 758</box>
pachisa-section <box>1176 1310 1492 1610</box>
masthead-name: ଧରିତ୍ରୀ <box>989 29 1071 60</box>
solution-cell: 6 <box>1384 2205 1402 2223</box>
sudoku-cell[interactable]: 7 <box>1355 1958 1389 1998</box>
sudoku-cell[interactable] <box>1456 1714 1490 1754</box>
solution-cell: 2 <box>1348 2151 1366 2169</box>
sudoku-cell[interactable] <box>1389 1917 1423 1958</box>
solution-cell: 3 <box>1330 2223 1348 2241</box>
sudoku-rules: ସୁ-ଡୋ-କୁ ଏକ ଅଙ୍କ ଖେଳ । ଏଥିରେ ଥିବା ୯ଟି ବାକ୍ସରେ ୧ ରୁ ୯ ପର୍ଯ୍ୟନ୍ତ ସଂଖ୍ୟା ବସାଇବାକୁ ହେବ ଯେପରି ପ୍ରତ୍ୟେକ ଧାଡ଼ି, ସ୍ତମ୍ଭ ଓ ବାକ୍ସରେ ପ୍ରତି ସଂଖ୍ୟା ଥରେ ରହିବ । <box>1180 2078 1322 2256</box>
e-bharat-title: ଏଇ ଭାରତରେ... <box>1187 14 1374 47</box>
dolagobinda-title: ରଥେ ତୁ ବାମନଂ ଦୃଷ୍ଟ୍ୱା <box>420 1336 1076 1421</box>
sudoku-cell[interactable] <box>1220 1673 1253 1714</box>
solution-cell: 3 <box>1330 2097 1348 2115</box>
solution-cell: 3 <box>1420 2079 1438 2097</box>
chirantani-author: -କାଳିନ୍ଦୀ ଚରଣ ପାଣିଗ୍ରାହୀ <box>172 141 314 157</box>
e-bharat-text: ସାରା ଦେଶ ସାରା ଦେଶରେ କିଛି ସମୟରେ ପ୍ରତ୍ୟେକ କ୍ଷେତ୍ରରେ ଘୋର ଅଭାବ ବିଚାର କରିବାରେ କରୁଛି । ଏହାକୁ ଦୋହରାଇବାକୁ ନିର୍ଭର କରିନାହିଁ, କିନ୍ତୁ ଦୁର୍ଗମିତ୍ର ଲୋକ କୋକୋତାଉଁ ବ୍ୟକ୍ତିଙ୍କ କ୍ଷେତ୍ରରେ ପୂର୍ବ ଅପେକ୍ଷାରେ ସମ୍ବାଦ ସଂସ୍ଥାମାନେ ଦେଖାଉଛନ୍ତି । ପଛରେ, ଯେଉଁଠି ପ୍ରତିଷ୍ଠା ସମ୍ପାଦିତ ହୋଇଛି ଏହି ବିଷୟରେ । ଶ୍ରେଣୀକରଣ କରିଥିବା ଭାବରେ ଜନ୍ମ ନେଇଥିବା ପ୍ରଥମେ ଶିକ୍ଷା ଓ ଶିକ୍ଷା ପ୍ରକାରରେ ୧୯୦୧ ରୁ ୧୯୦୫ ମଧ୍ୟରେ ଏହି ପ୍ରଥମ ଶ୍ରେଣୀରେ ଦେଖାଗଲା । ଶୁକ୍ଳାରେ ଅଭ୍ୟାସ ଯେଉଁଠି ରାଜ୍ୟ ପ୍ରଶାସନ ଅନୁଷ୍ଠାନରେ ଓ ଶିକ୍ଷା ବ୍ୟବସ୍ଥାରେ ଏକ ଅସାଧାରଣ ଉଦ୍ୟୋଗ । ସମ୍ପୂର୍ଣ୍ଣ ପରିବାର ଏହାକୁ ଗ୍ରହଣ କରି ଆଗେଇ ଆସିଛନ୍ତି । ଏହି ସମସ୍ୟାର ସମାଧାନ ପାଇଁ ସରକାର ବିଭିନ୍ନ ଯୋଜନା ଘୋଷଣା କରିଛନ୍ତି । ପ୍ରଶାସନ ଏଥିପାଇଁ ନିୟମିତ ତଦାରଖ କରୁଛି । ଶିକ୍ଷାବିତ୍‌ମାନେ କହୁଛନ୍ତି ଯେ ଏହି ପ୍ରକ୍ରିୟାରେ ସମସ୍ତଙ୍କ ସହଯୋଗ ଆବଶ୍ୟକ । ଗ୍ରାମାଞ୍ଚଳରେ ଏହାର ପ୍ରଭାବ ଅଧିକ ପରିଲକ୍ଷିତ ହେଉଛି । ଏହି ପ୍ରଚେଷ୍ଟା ସଫଳ ହେଲେ ଦେଶର ଉନ୍ନତି ତ୍ୱରାନ୍ୱିତ ହେବ ବୋଲି ସମସ୍ତେ ଆଶା କରୁଛନ୍ତି । <box>1176 68 1492 295</box>
newspaper-stack-icon <box>1181 1317 1221 1367</box>
